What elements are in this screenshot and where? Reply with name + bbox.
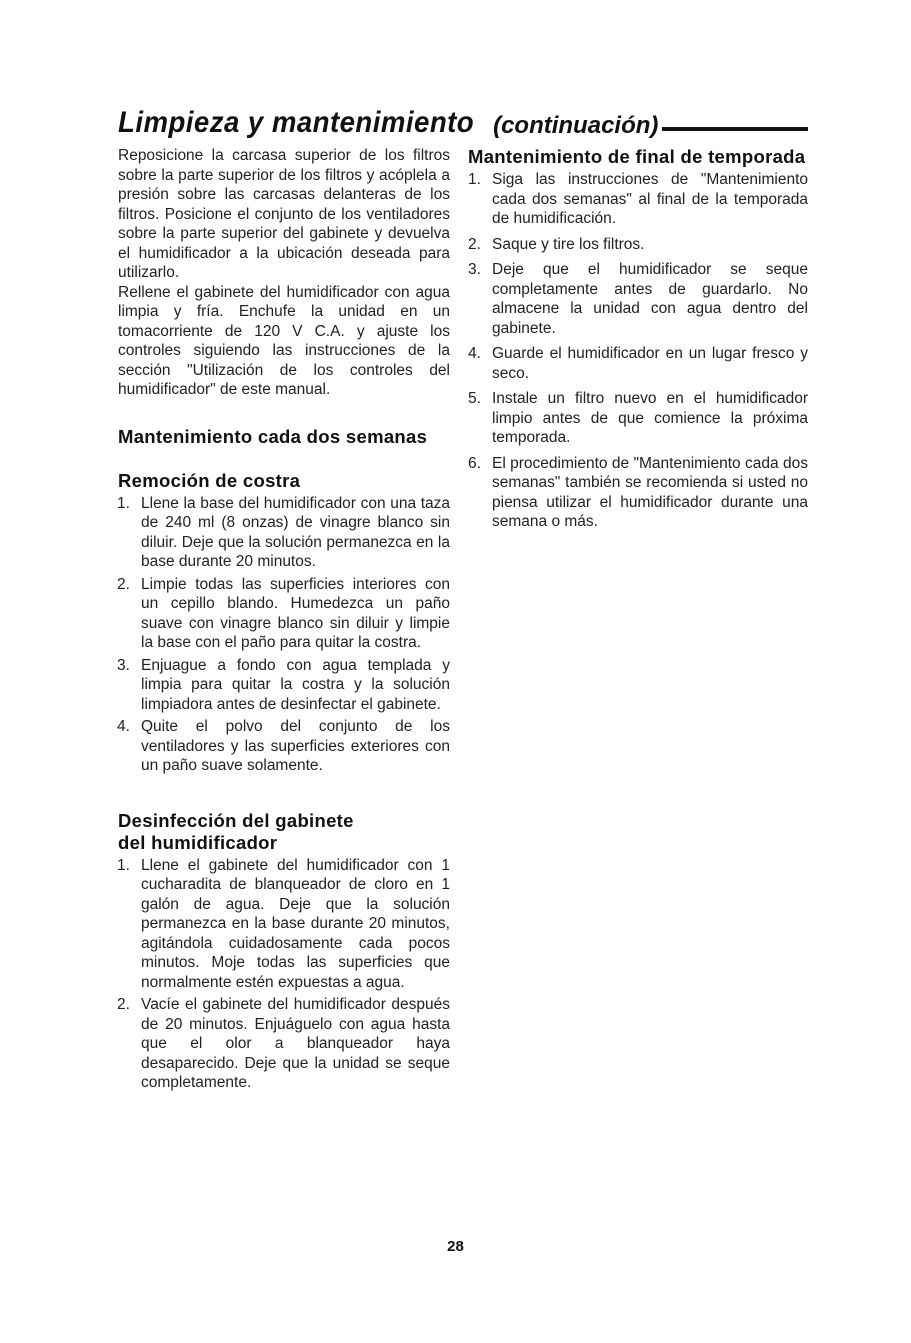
- heading-biweekly-maintenance: Mantenimiento cada dos semanas: [118, 425, 428, 447]
- list-item: 2. Saque y tire los filtros.: [468, 235, 645, 253]
- list-item: 3. Enjuague a fondo con agua templada y limpia para quitar la costra y la solución limpiadora antes de desinfectar el gabinete.: [117, 656, 450, 713]
- list-item: 1. Siga las instrucciones de "Mantenimiento cada dos semanas" al final de la temporada de humidificación.: [468, 171, 808, 227]
- left-column: [118, 146, 450, 1093]
- heading-disinfection: Desinfección del gabinete del humidificador: [118, 809, 354, 853]
- disinfection-steps: [117, 856, 450, 1093]
- list-item: 3. Deje que el humidificador se seque completamente antes de guardarlo. No almacene la unidad con agua dentro del gabinete.: [468, 261, 808, 337]
- list-item: 5. Instale un filtro nuevo en el humidificador limpio antes de que comience la próxima temporada.: [468, 390, 808, 446]
- page-number: 28: [447, 1238, 464, 1255]
- scale-removal-steps: [117, 494, 450, 776]
- intro-paragraph-1: Reposicione la carcasa superior de los filtros sobre la parte superior de los filtros y acóplela a presión sobre las carcasas delanteras de los filtros. Posicione el conjunto de los ventiladores sobre la parte superior del gabinete y devuelva el humidificador a la ubicación deseada para utilizarlo.: [118, 147, 450, 281]
- title-continuation: (continuación): [493, 112, 659, 139]
- end-of-season-steps: [468, 170, 808, 532]
- heading-end-of-season: Mantenimiento de final de temporada: [468, 146, 806, 167]
- list-item: 4. Quite el polvo del conjunto de los ventiladores y las superficies exteriores con un paño suave solamente.: [117, 718, 450, 774]
- page-title: Limpieza y mantenimiento: [118, 106, 475, 139]
- list-item: 1. Llene el gabinete del humidificador con 1 cucharadita de blanqueador de cloro en 1 galón de agua. Deje que la solución permanezca en la base durante 20 minutos, agitándola cuidadosamente cada pocos minutos. Moje todas las superficies que normalmente estén expuestas a agua.: [117, 856, 450, 991]
- list-item: 2. Vacíe el gabinete del humidificador después de 20 minutos. Enjuáguelo con agua hasta que el olor a blanqueador haya desaparecido. Deje que la unidad se seque completamente.: [117, 996, 450, 1091]
- list-item: 2. Limpie todas las superficies interiores con un cepillo blando. Humedezca un paño suave con vinagre blanco sin diluir y limpie la base con el paño para quitar la costra.: [117, 575, 450, 651]
- list-item: 1. Llene la base del humidificador con una taza de 240 ml (8 onzas) de vinagre blanco sin diluir. Deje que la solución permanezca en la base durante 20 minutos.: [117, 494, 450, 570]
- page-header: [118, 100, 808, 140]
- intro-paragraph-2: Rellene el gabinete del humidificador con agua limpia y fría. Enchufe la unidad en un tomacorriente de 120 V C.A. y ajuste los controles siguiendo las instrucciones de la sección "Utilización de los controles del humidificador" de este manual.: [118, 283, 450, 398]
- list-item: 4. Guarde el humidificador en un lugar fresco y seco.: [468, 345, 808, 382]
- heading-scale-removal: Remoción de costra: [118, 469, 301, 491]
- title-rule: [662, 127, 808, 131]
- list-item: 6. El procedimiento de "Mantenimiento cada dos semanas" también se recomienda si usted no piensa utilizar el humidificador durante una semana o más.: [468, 454, 808, 530]
- right-column: [468, 146, 808, 532]
